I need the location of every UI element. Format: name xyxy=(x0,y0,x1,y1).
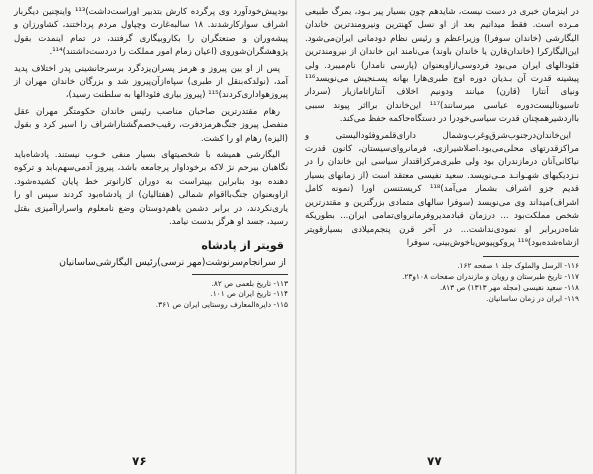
footnote-114: ۱۱۴- تاریخ ایران ص ۱۰۱. xyxy=(210,289,288,299)
left-body-text xyxy=(14,6,288,230)
right-page xyxy=(297,0,593,474)
footnote-115: ۱۱۵- دایرةالمعارف روستایی ایران ص ۳۶۱. xyxy=(155,300,288,310)
right-footnotes xyxy=(305,261,579,304)
footnote-rule xyxy=(483,256,579,257)
footnote-119: ۱۱۹- ایران در زمان ساسانیان. xyxy=(486,293,579,303)
section-heading: قویتر از پادشاه xyxy=(201,238,284,252)
footnote-rule xyxy=(192,274,288,275)
footnote-113: ۱۱۳- تاریخ بلعمی ص ۸۲. xyxy=(211,278,288,288)
footnote-117: ۱۱۷- تاریخ طبرستان و رویان و مازندران صفحات ۱۰۸و۲۳. xyxy=(402,272,579,282)
right-paragraph-2: این‌خاندان‌درجنوب‌شرق‌وغرب‌وشمال دارای‌قلمروفئودالیستی و مراکزقدرتهای محلی‌می‌بود.اصلاشیرازی، فرمانروای‌سیستان، کانون قدرت نیاکانی‌آنان درمازندران بود ولی طبری‌مرکزاقتدار سیاسی این خاندان را در نـزدیکیهای شهـوانـد مـی‌نویسد. سعید نفیسی معتقد است (از زمانهای بسیار قدیم جزو اشراف بشمار می‌آمد)¹¹⁸ کریستنسن اورا (نمونه کامل اشراف)میداند وی می‌نویسد (سوفرا سالهای متمادی بزرگترین و مقتدرترین شخص مملکت‌بود ... درزمان قبادمدیروفرمانروای‌تمامی ایران... بطوریکه شاه‌دربرابر او نمودی‌نداشت... در آخر قرن پنجم‌میلادی بسیارقویتر ازشاه‌شده‌بود)¹¹⁹ پروکوپیوس‌باخوش‌بینی، سوفرا xyxy=(305,130,580,248)
right-page-number: ۷۷ xyxy=(427,454,442,468)
left-footnotes xyxy=(14,279,288,311)
section-subheading: از سرانجام‌سرنوشت(مهر نرسی)رئیس الیگارشی‌ساسانیان xyxy=(59,256,286,268)
left-paragraph-4: الیگارشی همیشه با شخصیتهای بسیار منفی خـوب نیستند. پادشاه‌باید نگاهبان بیرحم نژ لاکه بر‌خوداوار پرجامعه باشد، پیروز آدمی‌سهم‌بابد و ترکوه دهنده بود بنابراین بپیتراست به دوران‌ کارانوتر خط پایان کشیده‌شود. ازاوبعنوان جنگ‌با‌اقوام شمالی (هفتالیان) از پادشاه‌بود کردند سپس او را یاری‌نکردند، در برابر دشمن یا‌هم‌دوستان وضع نامعلوم واسراراآمیزی بقتل‌ رسید، جسد او هرگز بدست نیامد. xyxy=(14,150,288,228)
left-paragraph-1: بودپیش‌خودآورد وی‌ پرگرده کارش بتدبیر اوراست‌داشت)¹¹³ واینچنین دیگربار اشراف سوارکارشدند. ۱۸ سالبه‌غارت وچپاول مردم پرداختند، کشاورزان و پیشه‌وران و صنعتگران را بکاروبیگاری گرفتند، در تمام اینمدت بقول پژوهشگران‌شوروی (اعیان زمام امور مملکت را دردست‌داشتند)¹¹⁴. xyxy=(14,7,288,58)
left-page-number: ۷۶ xyxy=(132,454,147,468)
right-body-text xyxy=(305,6,579,250)
footnote-118: ۱۱۸- سعید نفیسی (مجله مهر ۱۳۱۳) ص ۸۱۳. xyxy=(439,282,579,292)
right-paragraph-1: در اینزمان خبری در دست نیست، شایدهم چون بسیار پیر بـود، بمرگ طبیعی مـرده است. فقط میدانیم بعد از او نسل کهنترین ونیرومندترین خاندان الیگارشی (خاندان سوفرا) وزیراعظم و رئیس نظام دودمانی ایران‌می‌شود. این‌الیگارکرا (خاندان‌قارن یا خاندان باوند) می‌نامند این خاندان از نیرومندترین فئودالهای ایران می‌بود فردوسی‌ازاوبعنوان (پارسی نامدار) نام‌میبرد. ولی پیشینه قدرت آن بـدیان دوره اوج طبری‌هارا بهانه پسـنجیش می‌نویسد¹¹⁶ ونیای آنتارا (قارن) میانند ودونیم اخلاف آنتارا‌تامازیار (سردار تاسیونالیست‌دوره عباسی میرسانند)¹¹⁷ این‌خاندان برااثر پیوند سببی بااردشیر‌همچنان قدرت سیاسی‌خودرا در دستگاه‌حاکمه حفظ می‌کند. xyxy=(305,7,579,125)
left-page xyxy=(0,0,296,474)
footnote-116: ۱۱۶- الرسل والملوک جلد ۱ صفحه ۱۶۲. xyxy=(457,261,579,271)
left-paragraph-3: رهام مقتدرترین صاحبان مناصب رئیس خاندان حکومتگر مهران‌ عقل‌ منفصل پیروز جنگ‌هرمز‌دفرت، رقیب‌خصم‌گشتار‌اشراف را اسیر کرد و بقول (الیزه) رهام او را کشت. xyxy=(14,106,288,144)
left-paragraph-2: پس از او بین پیروز و هرمز پسران‌یزدگرد برسرجانشینی پدر اختلاف پدید آمد، (نولدکه‌بنقل از طبری) سپاه‌ازآن‌پیروز شد و بزرگان خاندان مهران از پیروزهواداری‌کردند)¹¹⁵ (پیروز بیاری فئودالها به سلطنت رسید)، xyxy=(14,63,288,101)
